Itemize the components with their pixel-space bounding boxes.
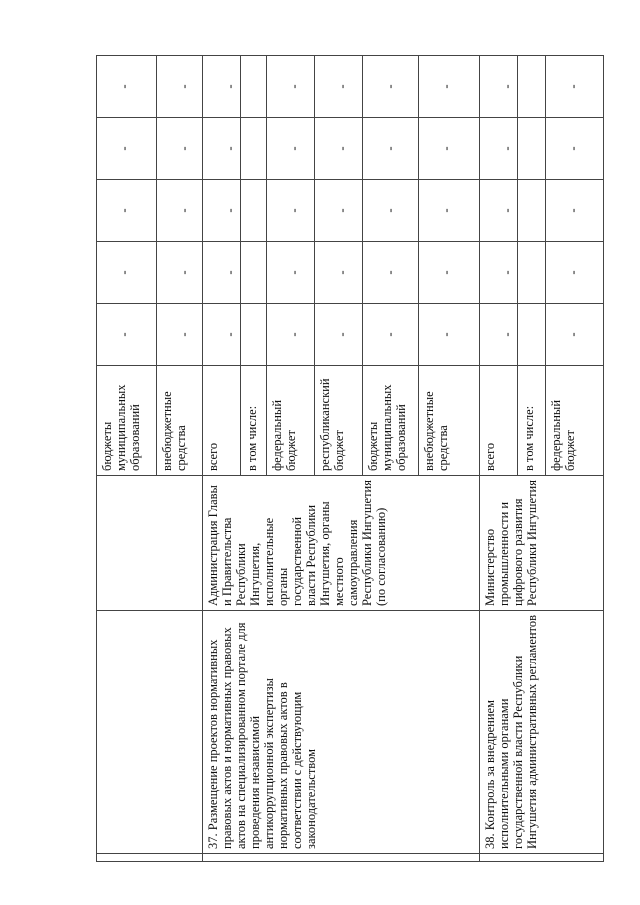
empty-cell	[518, 56, 546, 118]
table-row	[203, 56, 241, 862]
source-cell: республиканский бюджет	[315, 366, 363, 476]
value-cell: -	[157, 118, 203, 180]
value-cell: -	[419, 180, 480, 242]
rotated-table-container	[96, 56, 583, 862]
value-cell: -	[546, 242, 604, 304]
value-cell: -	[419, 118, 480, 180]
source-cell: внебюджетные средства	[419, 366, 480, 476]
empty-cell	[241, 56, 267, 118]
empty-cell	[480, 854, 604, 862]
source-cell: федеральный бюджет	[267, 366, 315, 476]
empty-cell	[241, 242, 267, 304]
value-cell: -	[267, 304, 315, 366]
value-cell: -	[97, 56, 157, 118]
value-cell: -	[267, 242, 315, 304]
source-cell: бюджеты муниципальных образований	[363, 366, 419, 476]
value-cell: -	[267, 118, 315, 180]
source-cell: федеральный бюджет	[546, 366, 604, 476]
value-cell: -	[97, 242, 157, 304]
value-cell: -	[363, 242, 419, 304]
table-row	[480, 56, 518, 862]
executor-38: Министерство промышленности и цифрового развития Республики Ингушетия	[480, 476, 604, 611]
value-cell: -	[480, 180, 518, 242]
source-cell: в том числе:	[518, 366, 546, 476]
value-cell: -	[203, 304, 241, 366]
value-cell: -	[315, 56, 363, 118]
value-cell: -	[267, 180, 315, 242]
measure-name-37: 37. Размещение проектов нормативных правовых актов и нормативных правовых актов на специализированном портале для проведения независимой антикоррупционной экспертизы нормативных правовых актов в соответствии с действующим законодательством	[203, 611, 480, 854]
value-cell: -	[315, 304, 363, 366]
value-cell: -	[546, 304, 604, 366]
source-cell: всего	[480, 366, 518, 476]
source-cell: бюджеты муниципальных образований	[97, 366, 157, 476]
value-cell: -	[546, 118, 604, 180]
budget-table	[96, 55, 604, 862]
value-cell: -	[480, 304, 518, 366]
value-cell: -	[97, 304, 157, 366]
empty-cell	[241, 180, 267, 242]
measure-name-38: 38. Контроль за внедрением исполнительными органами государственной власти Республики Ингушетия административных регламентов	[480, 611, 604, 854]
value-cell: -	[203, 118, 241, 180]
empty-cell	[97, 476, 203, 611]
value-cell: -	[203, 56, 241, 118]
value-cell: -	[97, 118, 157, 180]
value-cell: -	[363, 118, 419, 180]
value-cell: -	[157, 180, 203, 242]
empty-cell	[203, 854, 480, 862]
executor-37: Администрация Главы и Правительства Республики Ингушетия, исполнительные органы государственной власти Республики Ингушетия, органы местного самоуправления Республики Ингушетия (по согласованию)	[203, 476, 480, 611]
empty-cell	[518, 304, 546, 366]
value-cell: -	[203, 180, 241, 242]
value-cell: -	[315, 118, 363, 180]
value-cell: -	[203, 242, 241, 304]
empty-cell	[518, 180, 546, 242]
value-cell: -	[157, 304, 203, 366]
value-cell: -	[480, 242, 518, 304]
value-cell: -	[419, 56, 480, 118]
empty-cell	[97, 611, 203, 854]
value-cell: -	[363, 56, 419, 118]
value-cell: -	[480, 118, 518, 180]
value-cell: -	[315, 242, 363, 304]
value-cell: -	[97, 180, 157, 242]
value-cell: -	[315, 180, 363, 242]
source-cell: внебюджетные средства	[157, 366, 203, 476]
source-cell: в том числе:	[241, 366, 267, 476]
value-cell: -	[157, 242, 203, 304]
empty-cell	[241, 118, 267, 180]
value-cell: -	[546, 180, 604, 242]
value-cell: -	[157, 56, 203, 118]
source-cell: всего	[203, 366, 241, 476]
value-cell: -	[546, 56, 604, 118]
table-row	[97, 56, 157, 862]
value-cell: -	[363, 304, 419, 366]
value-cell: -	[267, 56, 315, 118]
empty-cell	[518, 242, 546, 304]
empty-cell	[241, 304, 267, 366]
empty-cell	[97, 854, 203, 862]
value-cell: -	[480, 56, 518, 118]
value-cell: -	[419, 304, 480, 366]
value-cell: -	[363, 180, 419, 242]
value-cell: -	[419, 242, 480, 304]
empty-cell	[518, 118, 546, 180]
